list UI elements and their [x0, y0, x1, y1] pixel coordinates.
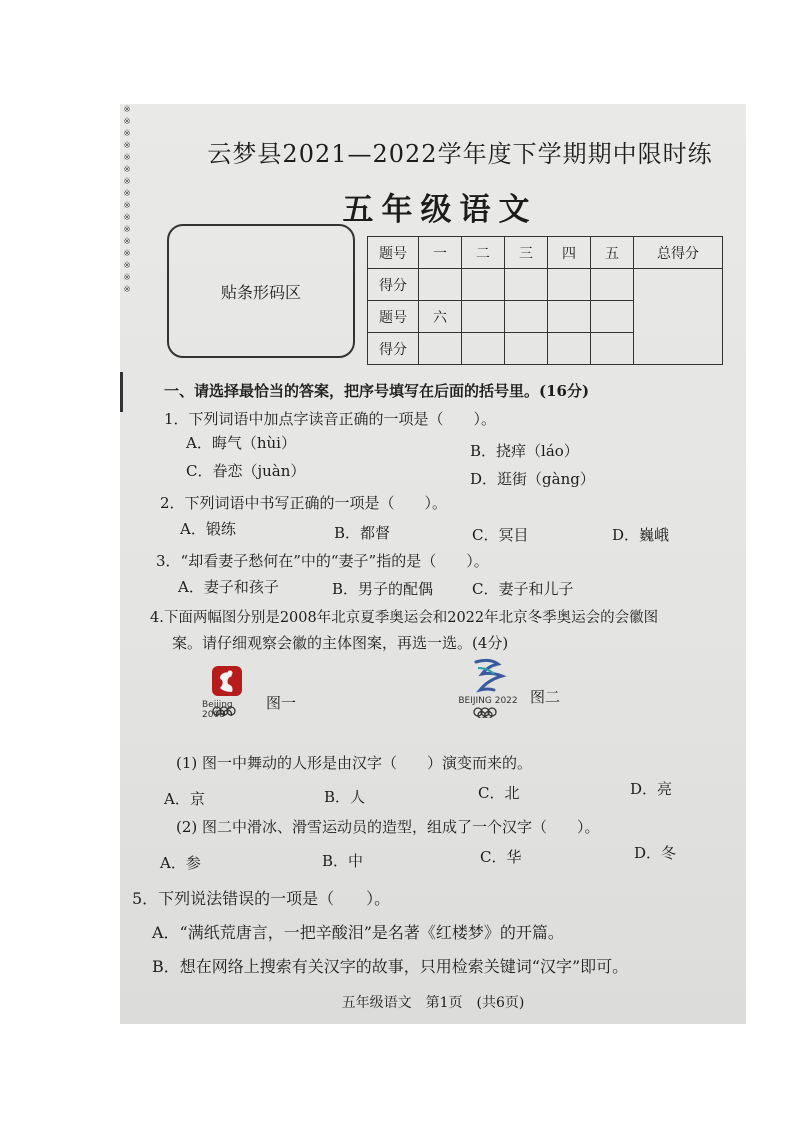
question-4-stem-line1: 4.下面两幅图分别是2008年北京夏季奥运会和2022年北京冬季奥运会的会徽图: [150, 610, 659, 626]
score-cell: 总得分: [634, 237, 723, 269]
exam-paper: [120, 104, 746, 1024]
score-cell: 一: [419, 237, 462, 269]
score-input-cell: [591, 333, 634, 365]
score-table-row: [368, 237, 723, 269]
page-footer: 五年级语文 第1页 (共6页): [341, 995, 525, 1011]
barcode-area: [167, 224, 355, 358]
score-input-cell: [548, 301, 591, 333]
q5-option-a: A．“满纸荒唐言，一把辛酸泪”是名著《红楼梦》的开篇。: [152, 923, 564, 942]
score-cell: 题号: [368, 237, 419, 269]
question-4-stem-line2: 案。请仔细观察会徽的主体图案，再选一选。(4分): [172, 634, 509, 652]
q5-option-b: B．想在网络上搜索有关汉字的故事，只用检索关键词“汉字”即可。: [152, 957, 629, 976]
margin-marks-text: ※※※※※※※※※※※※※※※※: [123, 105, 131, 295]
score-input-cell[interactable]: [419, 333, 462, 365]
score-input-cell[interactable]: [591, 269, 634, 301]
beijing-2008-logo: [202, 664, 252, 720]
q3-option-c: C．妻子和儿子: [472, 580, 574, 598]
question-5-stem: 5．下列说法错误的一项是（ ）。: [132, 889, 391, 908]
question-2-stem: 2．下列词语中书写正确的一项是（ ）。: [160, 494, 448, 512]
score-table-row: [368, 269, 723, 301]
score-input-cell[interactable]: [419, 269, 462, 301]
score-input-cell[interactable]: [548, 269, 591, 301]
q4-sub2-option-d: D．冬: [634, 844, 677, 862]
logo1-text: Beijing 2008: [202, 700, 233, 720]
total-score-cell[interactable]: [634, 269, 723, 365]
margin-line: [120, 372, 123, 412]
score-cell: 四: [548, 237, 591, 269]
logo2-caption: 图二: [530, 688, 561, 706]
score-input-cell: [591, 301, 634, 333]
score-input-cell: [505, 301, 548, 333]
beijing-2022-logo: [458, 656, 518, 718]
q3-option-a: A．妻子和孩子: [178, 578, 279, 596]
exam-subject: 五年级语文: [342, 192, 538, 228]
q2-option-a: A．锻练: [180, 520, 236, 538]
q4-sub1-option-a: A．京: [164, 790, 205, 808]
q3-option-b: B．男子的配偶: [332, 580, 434, 598]
q1-option-d: D．逛街（gàng）: [470, 470, 595, 488]
score-input-cell[interactable]: [505, 269, 548, 301]
score-cell: 题号: [368, 301, 419, 333]
logo2-text: BEIJING 2022: [458, 696, 518, 706]
q4-sub1-option-d: D．亮: [630, 780, 673, 798]
q4-sub1-option-b: B．人: [324, 788, 366, 806]
q2-option-c: C．冥目: [472, 526, 529, 544]
score-cell: 得分: [368, 333, 419, 365]
barcode-label: 贴条形码区: [220, 282, 301, 302]
q4-sub1-option-c: C．北: [478, 784, 520, 802]
score-table: [367, 236, 723, 365]
score-cell: 得分: [368, 269, 419, 301]
q1-option-c: C．眷恋（juàn）: [186, 462, 306, 480]
score-input-cell: [505, 333, 548, 365]
beijing-2022-emblem-icon: [458, 656, 518, 718]
score-cell: 三: [505, 237, 548, 269]
score-input-cell[interactable]: [462, 269, 505, 301]
exam-title: 云梦县2021—2022学年度下学期期中限时练: [207, 140, 713, 168]
score-input-cell: [462, 301, 505, 333]
score-input-cell: [548, 333, 591, 365]
q1-option-b: B．挠痒（láo）: [470, 442, 579, 460]
score-cell: 二: [462, 237, 505, 269]
q4-sub2-option-c: C．华: [480, 848, 522, 866]
question-1-stem: 1．下列词语中加点字读音正确的一项是（ ）。: [164, 410, 497, 428]
score-input-cell: [462, 333, 505, 365]
q4-sub1-stem: (1) 图一中舞动的人形是由汉字（ ）演变而来的。: [176, 754, 533, 772]
q1-option-a: A．晦气（hùi）: [186, 434, 296, 452]
q4-sub2-stem: (2) 图二中滑冰、滑雪运动员的造型，组成了一个汉字（ ）。: [176, 818, 600, 836]
score-cell: 五: [591, 237, 634, 269]
section-heading: 一、请选择最恰当的答案，把序号填写在后面的括号里。(16分): [164, 382, 590, 400]
q4-sub2-option-a: A．参: [160, 854, 201, 872]
question-3-stem: 3．“却看妻子愁何在”中的“妻子”指的是（ ）。: [156, 552, 489, 570]
margin-marks: [120, 104, 134, 296]
q4-sub2-option-b: B．中: [322, 852, 364, 870]
q2-option-d: D．巍峨: [612, 526, 670, 544]
q2-option-b: B．都督: [334, 524, 391, 542]
score-cell: 六: [419, 301, 462, 333]
logo1-caption: 图一: [266, 694, 297, 712]
